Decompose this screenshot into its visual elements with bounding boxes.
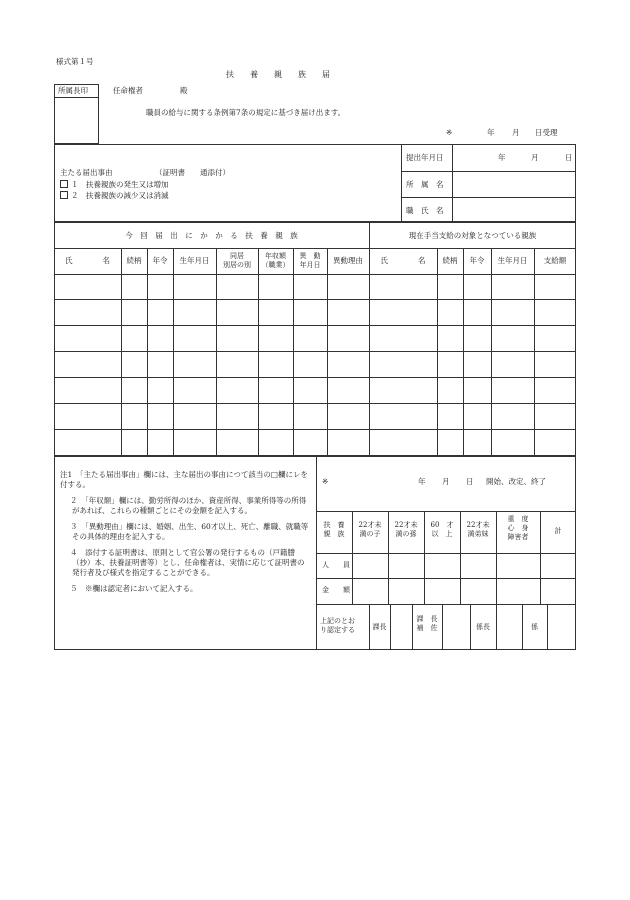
header-allowance: 支給額 bbox=[543, 256, 567, 265]
name-label: 職 氏 名 bbox=[406, 206, 444, 215]
dept-label: 所 属 名 bbox=[406, 180, 444, 189]
category-label: 扶 養 親 族 bbox=[323, 521, 345, 539]
header-income: 年収額 （職業） bbox=[261, 252, 290, 270]
category-sibling: 22才未 満弟妹 bbox=[466, 521, 490, 539]
note-5: ５ ※欄は認定者において記入する。 bbox=[70, 583, 198, 593]
receipt-month: 月 bbox=[512, 128, 520, 137]
header-name: 氏 名 bbox=[65, 256, 110, 265]
header-current-relation: 続柄 bbox=[442, 256, 458, 265]
addressee-honorific: 殿 bbox=[180, 86, 188, 95]
approval-month: 月 bbox=[442, 477, 450, 486]
notes bbox=[60, 470, 310, 599]
header-current-birthdate: 生年月日 bbox=[497, 256, 528, 265]
header-change-date: 異 動 年月日 bbox=[299, 252, 321, 270]
form-number: 様式第１号 bbox=[56, 57, 94, 66]
submission-date-label: 提出年月日 bbox=[406, 153, 444, 162]
form-title: 扶 養 親 族 届 bbox=[226, 70, 330, 79]
approval-mark: ※ bbox=[322, 477, 329, 486]
reason-option-increase[interactable]: １ 扶養親族の発生又は増加 bbox=[60, 180, 169, 189]
submission-year: 年 bbox=[498, 153, 506, 162]
certify-label: 上記のとお り認定する bbox=[320, 617, 355, 635]
submission-day: 日 bbox=[565, 153, 573, 162]
addressee-role: 任命権者 bbox=[113, 86, 143, 95]
section-left-title: 今 回 届 出 に か か る 扶 養 親 族 bbox=[125, 231, 298, 240]
officer-section-chief: 課長 bbox=[372, 623, 387, 631]
reason-option-decrease[interactable]: ２ 扶養親族の減少又は消滅 bbox=[60, 191, 169, 200]
section-right-title: 現在手当支給の対象となつている親族 bbox=[408, 231, 537, 240]
reason-cert-note: （証明書 通添付） bbox=[155, 168, 230, 177]
receipt-year: 年 bbox=[487, 128, 495, 137]
header-cohabitation: 同居 別居の別 bbox=[223, 252, 251, 270]
stamp-label: 所属長印 bbox=[58, 86, 88, 95]
receipt-day: 日受理 bbox=[535, 128, 558, 137]
officer-staff: 係 bbox=[531, 623, 538, 631]
header-change-reason: 異動理由 bbox=[333, 256, 363, 265]
officer-subsection-chief: 係長 bbox=[476, 623, 490, 631]
row-amount-label: 金 額 bbox=[322, 586, 350, 594]
header-age: 年令 bbox=[152, 256, 168, 265]
header-current-age: 年令 bbox=[469, 256, 485, 265]
approval-day: 日 bbox=[466, 477, 474, 486]
note-2: ２ 「年収額」欄には、勤労所得のほか、資産所得、事業所得等の所得があれば、これらの種類ごとにその金額を記入する。 bbox=[70, 495, 307, 515]
receipt-mark: ※ bbox=[446, 128, 453, 137]
row-count-label: 人 員 bbox=[322, 561, 350, 569]
reason-title: 主たる届出事由 bbox=[60, 168, 113, 177]
officer-assistant-chief: 課 長 補 佐 bbox=[416, 615, 438, 633]
note-3: ３ 「異動理由」欄には、婚姻、出生、60才以上、死亡、離職、就職等その具体的理由を記入する。 bbox=[70, 521, 309, 541]
declaration-text: 職員の給与に関する条例第7条の規定に基づき届け出ます。 bbox=[146, 108, 346, 117]
category-total: 計 bbox=[554, 527, 562, 535]
category-grandchild: 22才未 満の孫 bbox=[394, 521, 418, 539]
note-4: ４ 添付する証明書は、原則として官公署の発行するもの（戸籍謄（抄）本、扶養証明書等）とし、任命権者は、実情に応じて証明書の発行者及び様式を指定することができる。 bbox=[70, 547, 305, 577]
approval-year: 年 bbox=[418, 477, 426, 486]
checkbox[interactable] bbox=[60, 180, 68, 188]
checkbox[interactable] bbox=[60, 191, 68, 199]
header-relation: 続柄 bbox=[126, 256, 142, 265]
approval-status: 開始、改定、終了 bbox=[486, 477, 546, 486]
category-disabled: 重 度 心 身 障害者 bbox=[507, 515, 529, 542]
category-child: 22才未 満の子 bbox=[358, 521, 382, 539]
header-current-name: 氏 名 bbox=[380, 256, 426, 265]
submission-month: 月 bbox=[531, 153, 539, 162]
header-birthdate: 生年月日 bbox=[179, 256, 210, 265]
category-elder: 60 才 以 上 bbox=[430, 521, 454, 539]
note-1: 注1 「主たる届出事由」欄には、主な届出の事由につて該当の□欄にレを付する。 bbox=[60, 470, 308, 490]
